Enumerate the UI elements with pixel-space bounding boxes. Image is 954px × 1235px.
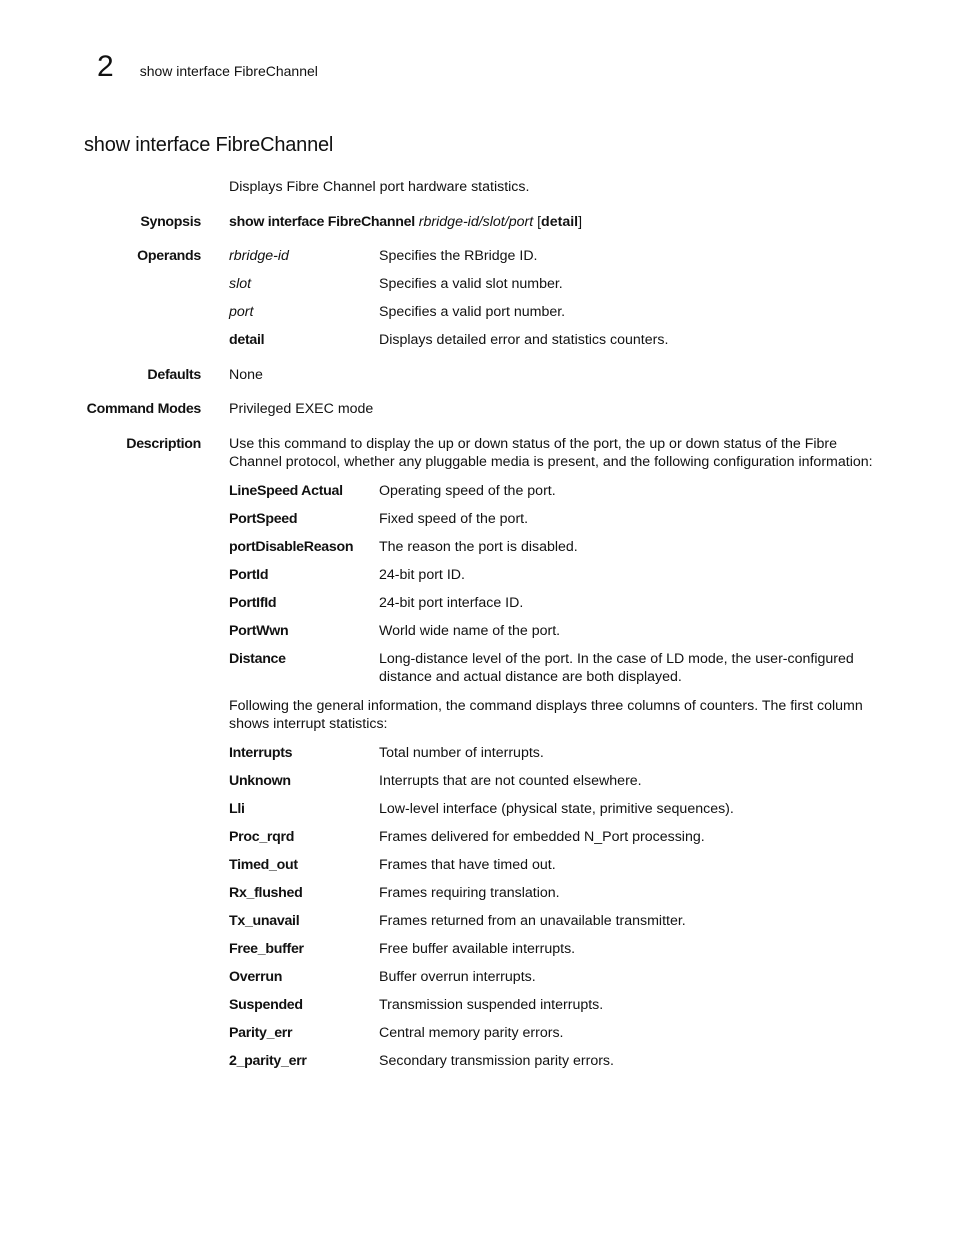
counter-item-desc: Free buffer available interrupts.: [379, 940, 576, 957]
synopsis-label: Synopsis: [140, 213, 201, 230]
config-items-list: [229, 482, 874, 687]
config-item-term: PortSpeed: [229, 510, 298, 527]
operand-term: rbridge-id: [229, 248, 289, 264]
config-item-term: portDisableReason: [229, 538, 354, 555]
config-item-row: [229, 538, 874, 557]
counter-item-row: [229, 968, 874, 987]
operand-row: [229, 303, 874, 322]
counter-item-term: Parity_err: [229, 1024, 293, 1041]
operand-row: [229, 247, 874, 266]
counter-item-term: Unknown: [229, 772, 291, 789]
config-item-term: PortWwn: [229, 622, 289, 639]
command-modes-value: Privileged EXEC mode: [229, 401, 374, 417]
counter-item-term: Overrun: [229, 968, 283, 985]
counter-item-term: Proc_rqrd: [229, 828, 295, 845]
synopsis-argument: rbridge-id/slot/port: [418, 213, 534, 230]
config-item-desc: 24-bit port ID.: [379, 566, 465, 583]
config-item-row: [229, 650, 874, 687]
config-item-term: LineSpeed Actual: [229, 482, 343, 499]
operand-row: [229, 275, 874, 294]
synopsis-bracket-close: ]: [578, 213, 583, 230]
intro-text: Displays Fibre Channel port hardware statistics.: [229, 179, 530, 195]
counter-item-term: Rx_flushed: [229, 884, 303, 901]
synopsis-body: [229, 213, 874, 232]
config-item-desc: World wide name of the port.: [379, 622, 561, 639]
config-item-row: [229, 482, 874, 501]
operand-desc: Specifies a valid port number.: [379, 304, 566, 320]
defaults-section: [0, 366, 954, 385]
config-item-desc: Fixed speed of the port.: [379, 510, 529, 527]
counter-item-row: [229, 1024, 874, 1043]
counter-item-term: Interrupts: [229, 744, 293, 761]
counter-item-desc: Buffer overrun interrupts.: [379, 968, 536, 985]
counter-item-term: Timed_out: [229, 856, 298, 873]
operands-body: [229, 247, 874, 350]
counter-item-desc: Low-level interface (physical state, primitive sequences).: [379, 800, 734, 817]
page-title: show interface FibreChannel: [84, 134, 334, 156]
config-item-desc: Long-distance level of the port. In the case of LD mode, the user-configured distance and actual distance are both displayed.: [379, 650, 854, 685]
counter-item-desc: Central memory parity errors.: [379, 1024, 564, 1041]
config-item-term: PortId: [229, 566, 269, 583]
operand-term: port: [229, 304, 254, 320]
defaults-value: None: [229, 366, 263, 383]
command-modes-label: Command Modes: [86, 401, 201, 417]
operands-list: [229, 247, 874, 350]
synopsis-command: show interface FibreChannel: [229, 213, 415, 230]
synopsis-option: detail: [541, 213, 579, 230]
counter-item-row: [229, 856, 874, 875]
counter-item-row: [229, 828, 874, 847]
counter-item-desc: Secondary transmission parity errors.: [379, 1052, 614, 1069]
running-title: show interface FibreChannel: [139, 63, 318, 79]
counter-item-desc: Frames returned from an unavailable transmitter.: [379, 912, 686, 929]
counter-item-term: Lli: [229, 800, 245, 817]
counter-item-term: Free_buffer: [229, 940, 304, 957]
operand-term: slot: [229, 276, 252, 292]
operands-section: [0, 247, 954, 350]
page-content: [0, 178, 954, 1070]
description-body: [229, 435, 874, 1071]
counter-item-term: 2_parity_err: [229, 1052, 307, 1069]
counter-item-desc: Interrupts that are not counted elsewhere.: [379, 772, 642, 789]
operand-desc: Specifies the RBridge ID.: [379, 248, 538, 264]
description-paragraph: Following the general information, the command displays three columns of counters. The first column shows interrupt statistics:: [229, 697, 863, 732]
operand-desc: Specifies a valid slot number.: [379, 276, 563, 292]
chapter-number: 2: [97, 50, 114, 83]
description-paragraph: Use this command to display the up or down status of the port, the up or down status of the Fibre Channel protocol, whether any pluggable media is present, and the following configuration information:: [229, 435, 873, 470]
description-section: [0, 435, 954, 1071]
counter-item-row: [229, 884, 874, 903]
operands-label: Operands: [137, 248, 201, 264]
counter-items-list: [229, 744, 874, 1071]
counter-item-term: Suspended: [229, 996, 303, 1013]
counter-item-row: [229, 800, 874, 819]
config-item-row: [229, 594, 874, 613]
page-header: [97, 52, 318, 82]
description-label: Description: [126, 435, 201, 452]
config-item-row: [229, 622, 874, 641]
counter-item-row: [229, 940, 874, 959]
counter-item-row: [229, 744, 874, 763]
config-item-desc: Operating speed of the port.: [379, 482, 556, 499]
counter-item-desc: Frames delivered for embedded N_Port processing.: [379, 828, 705, 845]
counter-item-desc: Transmission suspended interrupts.: [379, 996, 604, 1013]
config-item-term: Distance: [229, 650, 286, 667]
counter-item-row: [229, 996, 874, 1015]
operand-desc: Displays detailed error and statistics counters.: [379, 332, 669, 348]
counter-item-row: [229, 1052, 874, 1071]
counter-item-desc: Frames requiring translation.: [379, 884, 560, 901]
counter-item-desc: Total number of interrupts.: [379, 744, 544, 761]
config-item-desc: The reason the port is disabled.: [379, 538, 578, 555]
config-item-row: [229, 566, 874, 585]
operand-term: detail: [229, 332, 265, 348]
config-item-term: PortIfId: [229, 594, 277, 611]
synopsis-bracket-open: [: [537, 213, 542, 230]
counter-item-row: [229, 912, 874, 931]
counter-item-desc: Frames that have timed out.: [379, 856, 556, 873]
synopsis-section: [0, 213, 954, 232]
command-modes-section: [0, 400, 954, 419]
config-item-desc: 24-bit port interface ID.: [379, 594, 524, 611]
config-item-row: [229, 510, 874, 529]
defaults-label: Defaults: [147, 366, 201, 383]
operand-row: [229, 331, 874, 350]
counter-item-row: [229, 772, 874, 791]
counter-item-term: Tx_unavail: [229, 912, 300, 929]
